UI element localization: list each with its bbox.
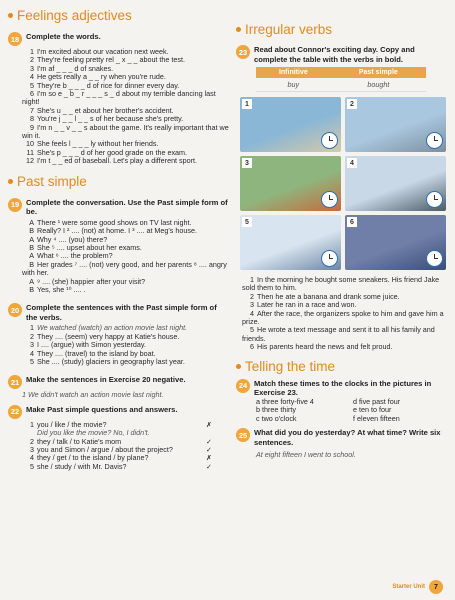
- item-number: 7: [30, 105, 34, 115]
- table-cell: buy: [256, 78, 331, 92]
- item-text: They're b _ _ _ d of rice for dinner every day.: [37, 80, 180, 90]
- item-number: 4: [30, 348, 34, 358]
- exercise-number: 20: [8, 303, 22, 317]
- instruction: Read about Connor's exciting day. Copy and complete the table with the verbs in bold.: [254, 45, 415, 64]
- page-footer: [392, 580, 443, 594]
- exercise-21: [8, 375, 230, 389]
- option: c two o'clock: [256, 413, 297, 423]
- photo-number: 5: [242, 217, 252, 227]
- option: a three forty-five 4: [256, 396, 314, 406]
- item-text: I .... (argue) with Simon yesterday.: [37, 340, 146, 350]
- instruction: Make Past simple questions and answers.: [26, 404, 178, 414]
- clock-icon: [426, 250, 443, 267]
- example-answer: 1 We didn't watch an action movie last night.: [22, 390, 164, 400]
- exercise-25: [236, 428, 450, 447]
- item-text: Why ⁴ .... (you) there?: [37, 234, 108, 244]
- story-photo: [345, 97, 446, 152]
- cross-icon: ✗: [205, 419, 212, 429]
- item-number: 6: [30, 89, 34, 99]
- verb-table: [256, 67, 426, 92]
- left-column: [8, 8, 230, 471]
- item-text: you and Simon / argue / about the project?: [37, 445, 173, 454]
- check-icon: ✓: [205, 461, 212, 471]
- clock-icon: [321, 132, 338, 149]
- item-number: B: [29, 242, 34, 252]
- item-number: 3: [30, 445, 34, 454]
- instruction: Match these times to the clocks in the pictures in Exercise 23.: [254, 378, 432, 398]
- exercise-number: 24: [236, 379, 250, 393]
- instruction: Complete the conversation. Use the Past simple form of be.: [26, 197, 228, 217]
- section-past-simple: Past simple: [8, 174, 230, 189]
- instruction: Make the sentences in Exercise 20 negative.: [26, 375, 186, 385]
- clock-icon: [321, 250, 338, 267]
- exercise-22: [8, 405, 230, 419]
- list-item: [22, 261, 230, 278]
- list-item: [22, 157, 230, 165]
- instruction: Complete the sentences with the Past simple form of the verbs.: [26, 303, 217, 322]
- section-irregular-verbs: Irregular verbs: [236, 22, 450, 37]
- item-text: Her grades ⁷ .... (not) very good, and her parents ⁸ .... angry with her.: [22, 259, 227, 278]
- story-list: [242, 276, 450, 352]
- item-number: 1: [30, 419, 34, 429]
- item-text: He wrote a text message and sent it to all his family and friends.: [242, 325, 435, 343]
- exercise-24: [236, 379, 450, 398]
- item-number: A: [29, 276, 34, 286]
- photo-number: 2: [347, 99, 357, 109]
- photo-number: 1: [242, 99, 252, 109]
- unit-label: Starter Unit: [392, 584, 425, 590]
- list-item: [22, 358, 230, 366]
- item-number: 2: [30, 55, 34, 65]
- item-number: 1: [250, 275, 254, 284]
- item-text: Did you like the movie? No, I didn't.: [37, 428, 150, 438]
- list-item: [242, 326, 450, 343]
- instruction: Complete the words.: [26, 32, 101, 41]
- exercise-number: 18: [8, 32, 22, 46]
- item-text: She feels l _ _ _ ly without her friends.: [37, 139, 159, 149]
- story-photo: [240, 97, 341, 152]
- item-number: 11: [26, 147, 34, 157]
- list-item: [22, 90, 230, 107]
- option: d five past four: [353, 396, 401, 406]
- list-item: [22, 124, 230, 141]
- item-text: Then he ate a banana and drank some juice.: [257, 291, 400, 301]
- item-number: 1: [30, 47, 34, 56]
- photo-number: 3: [242, 158, 252, 168]
- item-number: B: [29, 284, 34, 294]
- photo-number: 6: [347, 217, 357, 227]
- list-item: [22, 286, 230, 294]
- item-text: I'm t _ _ ed of baseball. Let's play a different sport.: [37, 156, 198, 166]
- list-item: [22, 463, 212, 471]
- exercise-19: [8, 198, 230, 217]
- bullet-icon: [8, 179, 13, 184]
- item-text: they / get / to the island / by plane?: [37, 453, 149, 463]
- section-feelings: Feelings adjectives: [8, 8, 230, 23]
- item-number: 2: [250, 291, 254, 301]
- item-number: A: [29, 234, 34, 244]
- story-photo: [345, 215, 446, 270]
- table-header-infinitive: Infinitive: [256, 67, 331, 78]
- item-number: 10: [26, 139, 34, 149]
- item-number: 2: [30, 436, 34, 446]
- item-text: I'm excited about our vacation next week.: [37, 47, 169, 56]
- item-number: B: [29, 259, 34, 269]
- item-text: She ⁵ .... upset about her exams.: [37, 242, 142, 252]
- item-number: 3: [30, 63, 34, 73]
- item-number: 5: [250, 325, 254, 335]
- item-text: you / like / the movie?: [37, 419, 107, 429]
- list-item: [242, 343, 450, 351]
- exercise-20: [8, 303, 230, 322]
- conversation-list: [22, 219, 230, 295]
- item-number: 5: [30, 461, 34, 471]
- item-number: 3: [30, 340, 34, 350]
- item-text: She .... (study) glaciers in geography last year.: [37, 356, 185, 366]
- check-icon: ✓: [205, 445, 212, 454]
- item-text: she / study / with Mr. Davis?: [37, 461, 127, 471]
- exercise-23: [236, 45, 450, 64]
- item-number: 6: [250, 342, 254, 352]
- item-text: In the morning he bought some sneakers. His friend Jake sold them to him.: [242, 275, 440, 293]
- item-text: Really? I ² .... (not) at home. I ³ .... at Meg's house.: [37, 226, 197, 236]
- item-number: 5: [30, 356, 34, 366]
- item-text: ⁹ .... (she) happier after your visit?: [37, 276, 146, 286]
- item-number: 4: [250, 308, 254, 318]
- item-text: She's u _ _ et about her brother's accident.: [37, 105, 174, 115]
- check-icon: ✓: [205, 436, 212, 446]
- exercise-number: 25: [236, 428, 250, 442]
- item-text: I'm n _ _ v _ _ s about the game. It's really important that we win it.: [22, 122, 229, 141]
- story-photo: [345, 156, 446, 211]
- item-number: 3: [250, 300, 254, 310]
- clock-icon: [426, 191, 443, 208]
- bullet-icon: [8, 13, 13, 18]
- instruction: What did you do yesterday? At what time? Write six sentences.: [254, 428, 441, 447]
- item-text: He gets really a _ _ ry when you're rude.: [37, 72, 166, 82]
- item-text: After the race, the organizers spoke to him and gave him a prize.: [242, 308, 444, 327]
- item-text: Yes, she ¹⁰ .... .: [37, 284, 86, 294]
- item-number: 8: [30, 114, 34, 124]
- story-photo: [240, 215, 341, 270]
- item-text: You're j _ _ l _ _ s of her because she's pretty.: [37, 114, 184, 124]
- right-column: [236, 22, 450, 460]
- item-number: 4: [30, 72, 34, 82]
- bullet-icon: [236, 364, 241, 369]
- item-text: There ¹ were some good shows on TV last night.: [37, 217, 192, 227]
- list-item: [242, 310, 450, 327]
- section-telling-time: Telling the time: [236, 359, 450, 374]
- exercise-number: 21: [8, 375, 22, 389]
- exercise-number: 23: [236, 45, 250, 59]
- clock-icon: [321, 191, 338, 208]
- item-text: We watched (watch) an action movie last night.: [37, 323, 188, 333]
- item-text: Later he ran in a race and won.: [257, 300, 357, 310]
- option: e ten to four: [353, 405, 392, 415]
- item-text: They're feeling pretty rel _ x _ _ about the test.: [37, 55, 186, 65]
- item-number: A: [29, 217, 34, 227]
- photo-number: 4: [347, 158, 357, 168]
- page-number: 7: [429, 580, 443, 594]
- item-number: A: [29, 251, 34, 261]
- item-text: She's p _ _ _ d of her good grade on the exam.: [37, 147, 188, 157]
- exercise-number: 22: [8, 405, 22, 419]
- item-text: His parents heard the news and felt proud.: [257, 342, 393, 352]
- cross-icon: ✗: [205, 453, 212, 463]
- exercise-number: 19: [8, 198, 22, 212]
- feelings-list: [22, 48, 230, 166]
- option: f eleven fifteen: [353, 413, 400, 423]
- item-number: 1: [30, 323, 34, 333]
- question-list: [22, 421, 212, 471]
- table-cell: bought: [331, 78, 426, 92]
- item-text: I'm so e _ b _ r _ _ _ s _ d about my terrible dancing last night!: [22, 89, 216, 107]
- item-text: What ⁶ .... the problem?: [37, 251, 113, 261]
- time-options: [256, 398, 450, 424]
- exercise-18: [8, 32, 230, 46]
- sentence-list: [22, 324, 230, 366]
- clock-icon: [426, 132, 443, 149]
- table-header-past-simple: Past simple: [331, 67, 426, 78]
- bullet-icon: [236, 27, 241, 32]
- item-text: I'm af _ _ _ d of snakes.: [37, 63, 114, 73]
- example-answer: At eight fifteen I went to school.: [256, 450, 356, 460]
- list-item: [242, 276, 450, 293]
- item-number: 9: [30, 122, 34, 132]
- item-text: They .... (seem) very happy at Katie's house.: [37, 331, 180, 341]
- photo-grid: [240, 97, 446, 270]
- option: b three thirty: [256, 405, 296, 415]
- item-text: They .... (travel) to the island by boat.: [37, 348, 156, 358]
- item-number: 12: [26, 156, 34, 166]
- item-number: 2: [30, 331, 34, 341]
- item-number: B: [29, 226, 34, 236]
- item-text: they / talk / to Katie's mom: [37, 436, 122, 446]
- story-photo: [240, 156, 341, 211]
- item-number: 4: [30, 453, 34, 463]
- item-number: 5: [30, 80, 34, 90]
